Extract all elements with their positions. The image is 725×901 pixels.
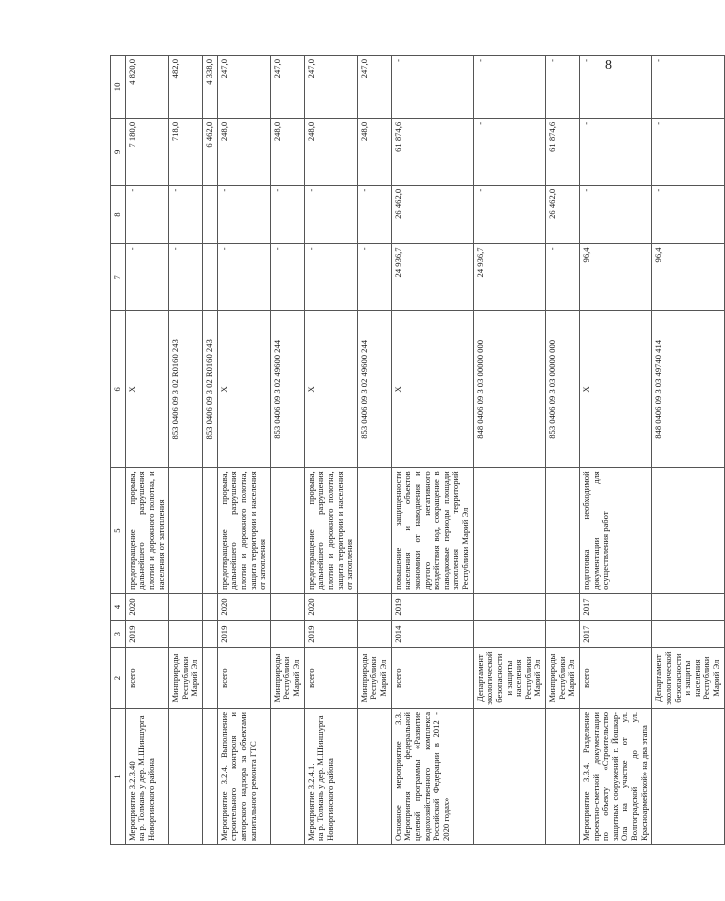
cell-col-7: 96,4 xyxy=(652,244,724,311)
cell-col-5: предотвращение прорыва, дальнейшего разрушения плотин и дорожного полотна, и населения от затопления xyxy=(125,468,169,594)
cell-col-4: 2017 xyxy=(579,593,651,620)
cell-col-3 xyxy=(203,621,218,648)
cell-col-6: X xyxy=(125,311,169,468)
cell-col-9: - xyxy=(579,118,651,185)
col-header-4: 4 xyxy=(111,593,126,620)
cell-col-10: 4 338,0 xyxy=(203,56,218,119)
header-row xyxy=(111,56,126,845)
cell-col-10: 247,0 xyxy=(304,56,357,119)
cell-col-6: 848 0406 09 3 03 49740 414 xyxy=(652,311,724,468)
cell-col-2: Минприроды Республики Марий Эл xyxy=(546,648,580,709)
cell-col-2: Департамент экологической безопасности и защиты населения Республики Марий Эл xyxy=(473,648,545,709)
cell-col-9: 7 180,0 xyxy=(125,118,169,185)
cell-col-6: 853 0406 09 3 02 R0160 243 xyxy=(169,311,203,468)
cell-col-10: 247,0 xyxy=(357,56,391,119)
cell-col-5: повышение защищенности населения и объектов экономики от наводнения и другого негативного воздействия вод, сокращение в паводковые периоды площади затопления территорий Республики Марий Эл xyxy=(391,468,473,594)
cell-col-5: подготовка необходимой документации для осуществления работ xyxy=(579,468,651,594)
cell-col-2 xyxy=(203,648,218,709)
cell-col-7: 96,4 xyxy=(579,244,651,311)
cell-col-8: - xyxy=(169,185,203,244)
cell-col-9: 61 874,6 xyxy=(391,118,473,185)
table-row xyxy=(579,56,651,845)
cell-col-8: - xyxy=(270,185,304,244)
col-header-3: 3 xyxy=(111,621,126,648)
cell-col-6: 853 0406 09 3 02 R0160 243 xyxy=(203,311,218,468)
cell-col-1 xyxy=(357,708,391,844)
cell-col-6: X xyxy=(217,311,270,468)
cell-col-8 xyxy=(203,185,218,244)
cell-col-6: X xyxy=(391,311,473,468)
col-header-1: 1 xyxy=(111,708,126,844)
cell-col-7: 24 936,7 xyxy=(473,244,545,311)
cell-col-10: - xyxy=(546,56,580,119)
table-row xyxy=(652,56,724,845)
cell-col-3: 2019 xyxy=(217,621,270,648)
cell-col-4 xyxy=(203,593,218,620)
col-header-10: 10 xyxy=(111,56,126,119)
cell-col-9: - xyxy=(652,118,724,185)
col-header-6: 6 xyxy=(111,311,126,468)
cell-col-3: 2019 xyxy=(304,621,357,648)
col-header-5: 5 xyxy=(111,468,126,594)
cell-col-4 xyxy=(546,593,580,620)
table-row xyxy=(169,56,203,845)
cell-col-4 xyxy=(270,593,304,620)
cell-col-8: - xyxy=(473,185,545,244)
cell-col-2: всего xyxy=(304,648,357,709)
cell-col-10: - xyxy=(473,56,545,119)
cell-col-1: Мероприятие 3.2.4.1. на р. Толмань у дер. М.Шиншургa Новоргинского района xyxy=(304,708,357,844)
cell-col-8: - xyxy=(125,185,169,244)
cell-col-1 xyxy=(473,708,545,844)
col-header-7: 7 xyxy=(111,244,126,311)
cell-col-6: 853 0406 09 3 02 49600 244 xyxy=(357,311,391,468)
cell-col-10: 4 820,0 xyxy=(125,56,169,119)
col-header-9: 9 xyxy=(111,118,126,185)
cell-col-8: - xyxy=(579,185,651,244)
cell-col-2: всего xyxy=(391,648,473,709)
cell-col-4 xyxy=(652,593,724,620)
table-row xyxy=(270,56,304,845)
cell-col-1: Мероприятие 3.3.4. Разделение проектно-сметной документации по объекту «Строительство защитных сооружений г. Йошкар-Ола на участке от ул. Волгоградской до ул. Красноармейской» на два этапа xyxy=(579,708,651,844)
cell-col-3 xyxy=(652,621,724,648)
cell-col-3 xyxy=(270,621,304,648)
cell-col-3 xyxy=(546,621,580,648)
cell-col-3: 2014 xyxy=(391,621,473,648)
cell-col-5 xyxy=(203,468,218,594)
cell-col-1 xyxy=(270,708,304,844)
cell-col-3 xyxy=(473,621,545,648)
cell-col-3: 2017 xyxy=(579,621,651,648)
cell-col-9: 6 462,0 xyxy=(203,118,218,185)
cell-col-8: - xyxy=(357,185,391,244)
table-row xyxy=(203,56,218,845)
cell-col-4 xyxy=(357,593,391,620)
cell-col-1 xyxy=(203,708,218,844)
cell-col-4 xyxy=(169,593,203,620)
table-row xyxy=(473,56,545,845)
cell-col-10: - xyxy=(579,56,651,119)
cell-col-9: 248,0 xyxy=(304,118,357,185)
cell-col-10: - xyxy=(652,56,724,119)
cell-col-3 xyxy=(169,621,203,648)
cell-col-1: Мероприятие 3.2.3.40 на р. Толмань у дер. М.Шиншургa Новоргинского района xyxy=(125,708,169,844)
cell-col-3 xyxy=(357,621,391,648)
cell-col-5 xyxy=(546,468,580,594)
cell-col-2: всего xyxy=(125,648,169,709)
cell-col-8: - xyxy=(652,185,724,244)
cell-col-9: 718,0 xyxy=(169,118,203,185)
cell-col-5 xyxy=(357,468,391,594)
cell-col-2: всего xyxy=(579,648,651,709)
cell-col-4: 2020 xyxy=(304,593,357,620)
cell-col-5 xyxy=(652,468,724,594)
cell-col-1: Основное мероприятие 3.3. Мероприятия федеральной целевой программы «Развитие водохозяйственного комплекса Российской Федерации в 2012 - 2020 годах» xyxy=(391,708,473,844)
col-header-2: 2 xyxy=(111,648,126,709)
cell-col-5: предотвращение прорыва, дальнейшего разрушения плотин и дорожного полотна, защита территории и населения от затопления xyxy=(217,468,270,594)
table-row xyxy=(357,56,391,845)
cell-col-6: 848 0406 09 3 03 00000 000 xyxy=(473,311,545,468)
cell-col-4 xyxy=(473,593,545,620)
cell-col-8: 26 462,0 xyxy=(391,185,473,244)
cell-col-6: X xyxy=(579,311,651,468)
cell-col-7: - xyxy=(304,244,357,311)
cell-col-7 xyxy=(203,244,218,311)
cell-col-10: - xyxy=(391,56,473,119)
page-number: 8 xyxy=(605,58,612,73)
table-body xyxy=(125,56,724,845)
cell-col-10: 247,0 xyxy=(270,56,304,119)
cell-col-3: 2019 xyxy=(125,621,169,648)
cell-col-9: 248,0 xyxy=(357,118,391,185)
cell-col-2: Минприроды Республики Марий Эл xyxy=(357,648,391,709)
table-row xyxy=(304,56,357,845)
cell-col-6: 853 0406 09 3 02 49600 244 xyxy=(270,311,304,468)
cell-col-7: - xyxy=(169,244,203,311)
cell-col-7: - xyxy=(125,244,169,311)
cell-col-4: 2020 xyxy=(217,593,270,620)
cell-col-4: 2020 xyxy=(125,593,169,620)
table-row xyxy=(125,56,169,845)
cell-col-6: X xyxy=(304,311,357,468)
cell-col-1 xyxy=(169,708,203,844)
cell-col-7: - xyxy=(217,244,270,311)
cell-col-8: - xyxy=(217,185,270,244)
cell-col-5 xyxy=(169,468,203,594)
cell-col-6: 853 0406 09 3 03 00000 000 xyxy=(546,311,580,468)
cell-col-1 xyxy=(546,708,580,844)
cell-col-5: предотвращение прорыва, дальнейшего разрушения плотин и дорожного полотна, защита территории и населения от затопления xyxy=(304,468,357,594)
cell-col-2: Минприроды Республики Марий Эл xyxy=(270,648,304,709)
cell-col-1 xyxy=(652,708,724,844)
cell-col-7: - xyxy=(270,244,304,311)
cell-col-2: Минприроды Республики Марий Эл xyxy=(169,648,203,709)
table-row xyxy=(391,56,473,845)
budget-table xyxy=(110,55,725,845)
col-header-8: 8 xyxy=(111,185,126,244)
cell-col-5 xyxy=(473,468,545,594)
cell-col-8: 26 462,0 xyxy=(546,185,580,244)
cell-col-1: Мероприятие 3.2.4. Выполнение строительного контроля и авторского надзора за объектами капитального ремонта ГТС xyxy=(217,708,270,844)
table-row xyxy=(546,56,580,845)
cell-col-10: 482,0 xyxy=(169,56,203,119)
rotated-table-container xyxy=(110,55,721,845)
cell-col-9: 248,0 xyxy=(217,118,270,185)
cell-col-2: Департамент экологической безопасности и защиты населения Республики Марий Эл xyxy=(652,648,724,709)
cell-col-9: - xyxy=(473,118,545,185)
cell-col-7: - xyxy=(357,244,391,311)
cell-col-9: 248,0 xyxy=(270,118,304,185)
table-row xyxy=(217,56,270,845)
cell-col-7: - xyxy=(546,244,580,311)
cell-col-5 xyxy=(270,468,304,594)
cell-col-9: 61 874,6 xyxy=(546,118,580,185)
cell-col-2: всего xyxy=(217,648,270,709)
cell-col-10: 247,0 xyxy=(217,56,270,119)
cell-col-8: - xyxy=(304,185,357,244)
cell-col-7: 24 936,7 xyxy=(391,244,473,311)
cell-col-4: 2019 xyxy=(391,593,473,620)
